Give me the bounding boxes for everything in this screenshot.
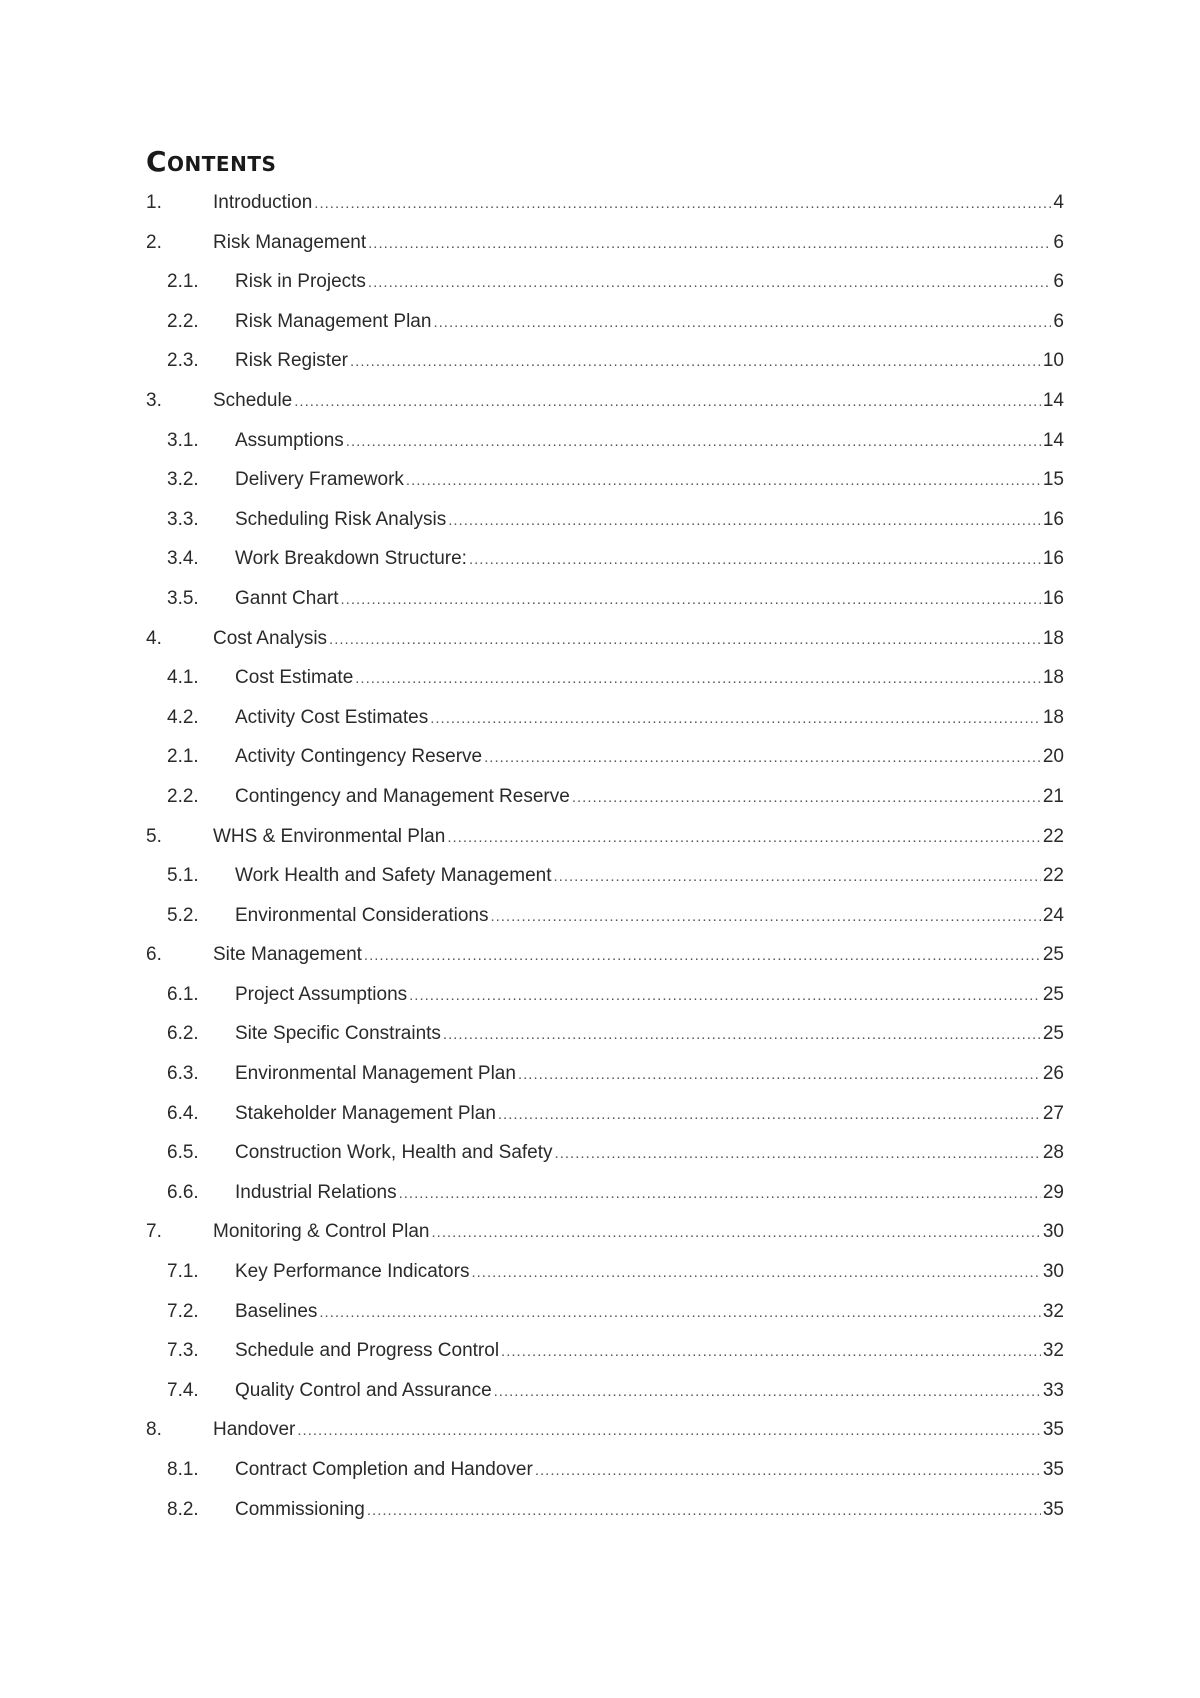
- toc-entry-page-number[interactable]: 15: [1042, 469, 1064, 491]
- toc-entry-title[interactable]: Project Assumptions: [235, 983, 408, 1005]
- toc-entry-title[interactable]: Activity Cost Estimates: [235, 706, 429, 728]
- toc-entry-title[interactable]: Assumptions: [235, 429, 344, 451]
- toc-entry-page-number[interactable]: 28: [1042, 1142, 1064, 1164]
- toc-entry[interactable]: [146, 624, 1064, 664]
- toc-entry-title[interactable]: Work Breakdown Structure:: [235, 548, 467, 570]
- toc-dot-leader: [406, 466, 1041, 496]
- toc-entry-number: 3.4.: [167, 548, 199, 570]
- toc-dot-leader: [433, 308, 1051, 338]
- toc-entry[interactable]: [146, 1178, 1064, 1218]
- toc-entry[interactable]: [146, 1099, 1064, 1139]
- toc-entry-page-number[interactable]: 18: [1042, 667, 1064, 689]
- toc-entry-page-number[interactable]: 29: [1042, 1181, 1064, 1203]
- toc-dot-leader: [355, 664, 1041, 694]
- toc-entry-number: 7.: [146, 1221, 162, 1243]
- toc-heading: Contents: [146, 145, 277, 178]
- toc-entry-line: [235, 267, 1064, 298]
- toc-entry-line: [235, 505, 1064, 536]
- toc-dot-leader: [471, 1258, 1040, 1288]
- toc-entry-line: [213, 1217, 1064, 1248]
- toc-entry-title[interactable]: Risk Management: [213, 231, 367, 253]
- toc-entry-title[interactable]: WHS & Environmental Plan: [213, 825, 446, 847]
- toc-entry-number: 8.1.: [167, 1459, 199, 1480]
- toc-entry-title[interactable]: Site Specific Constraints: [235, 1023, 441, 1045]
- toc-entry-title[interactable]: Work Health and Safety Management: [235, 865, 552, 887]
- toc-dot-leader: [346, 427, 1041, 457]
- toc-entry[interactable]: [146, 426, 1064, 466]
- toc-dot-leader: [555, 1139, 1041, 1169]
- toc-entry-number: 8.2.: [167, 1498, 199, 1520]
- toc-entry-page-number[interactable]: 22: [1042, 865, 1064, 887]
- toc-entry-page-number[interactable]: 20: [1042, 746, 1064, 768]
- toc-entry-number: 3.3.: [167, 508, 199, 530]
- toc-entry-title[interactable]: Risk Register: [235, 350, 348, 372]
- toc-entry-title[interactable]: Risk Management Plan: [235, 310, 432, 332]
- toc-entry-line: [235, 1297, 1064, 1328]
- toc-entry-page-number[interactable]: 32: [1042, 1300, 1064, 1322]
- toc-dot-leader: [430, 704, 1041, 734]
- toc-entry[interactable]: [146, 465, 1064, 505]
- toc-dot-leader: [484, 743, 1041, 773]
- toc-entry-title[interactable]: Baselines: [235, 1300, 318, 1322]
- toc-entry-line: [235, 346, 1064, 377]
- toc-entry-title[interactable]: Delivery Framework: [235, 469, 404, 491]
- toc-entry[interactable]: [146, 544, 1064, 584]
- toc-entry-number: 6.5.: [167, 1142, 199, 1164]
- toc-entry-number: 6.1.: [167, 983, 199, 1005]
- toc-entry-page-number[interactable]: 35: [1042, 1498, 1064, 1520]
- toc-entry-number: 5.1.: [167, 865, 199, 887]
- toc-dot-leader: [498, 1100, 1041, 1130]
- toc-dot-leader: [572, 783, 1041, 813]
- toc-entry[interactable]: [146, 663, 1064, 703]
- toc-entry-number: 5.2.: [167, 904, 199, 926]
- toc-entry[interactable]: [146, 940, 1064, 980]
- toc-entry-number: 6.3.: [167, 1063, 199, 1085]
- toc-entry-number: 7.2.: [167, 1300, 199, 1322]
- toc-entry-title[interactable]: Industrial Relations: [235, 1181, 397, 1203]
- toc-entry[interactable]: [146, 188, 1064, 228]
- toc-entry-page-number[interactable]: 27: [1042, 1102, 1064, 1124]
- toc-entry-number: 3.5.: [167, 587, 199, 609]
- toc-entry-title[interactable]: Environmental Considerations: [235, 904, 489, 926]
- toc-entry-number: 2.3.: [167, 350, 199, 372]
- toc-entry-title[interactable]: Cost Estimate: [235, 667, 354, 689]
- toc-entry-line: [235, 663, 1064, 694]
- toc-dot-leader: [554, 862, 1041, 892]
- toc-entry-line: [235, 782, 1064, 813]
- toc-entry[interactable]: [146, 386, 1064, 426]
- toc-entry[interactable]: [146, 267, 1064, 307]
- toc-entry[interactable]: [146, 1257, 1064, 1297]
- toc-entry-line: [235, 861, 1064, 892]
- toc-dot-leader: [494, 1377, 1041, 1407]
- toc-entry-page-number[interactable]: 25: [1042, 1023, 1064, 1045]
- toc-entry-line: [235, 742, 1064, 773]
- toc-entry-title[interactable]: Environmental Management Plan: [235, 1063, 516, 1085]
- toc-entry-line: [213, 822, 1064, 853]
- toc-entry-number: 3.2.: [167, 469, 199, 491]
- toc-entry[interactable]: [146, 901, 1064, 941]
- toc-entry-number: 6.6.: [167, 1181, 199, 1203]
- toc-entry-title[interactable]: Contingency and Management Reserve: [235, 785, 570, 807]
- toc-entry-number: 7.1.: [167, 1261, 199, 1283]
- toc-entry-title[interactable]: Site Management: [213, 944, 362, 966]
- toc-dot-leader: [448, 506, 1041, 536]
- toc-entry-page-number[interactable]: 6: [1053, 231, 1064, 253]
- toc-entry-page-number[interactable]: 18: [1042, 627, 1064, 649]
- toc-entry-title[interactable]: Stakeholder Management Plan: [235, 1102, 496, 1124]
- toc-dot-leader: [368, 229, 1051, 259]
- toc-entry-page-number[interactable]: 6: [1053, 310, 1064, 332]
- toc-dot-leader: [409, 981, 1041, 1011]
- toc-entry[interactable]: [146, 346, 1064, 386]
- toc-entry-number: 3.: [146, 389, 162, 411]
- toc-entry-title[interactable]: Cost Analysis: [213, 627, 328, 649]
- toc-entry-page-number[interactable]: 25: [1042, 983, 1064, 1005]
- toc-entry-title[interactable]: Introduction: [213, 192, 313, 213]
- toc-dot-leader: [314, 189, 1051, 219]
- toc-entry-page-number[interactable]: 21: [1042, 785, 1064, 807]
- toc-entry[interactable]: [146, 703, 1064, 743]
- toc-entry-line: [235, 1178, 1064, 1209]
- toc-entry-number: 7.3.: [167, 1340, 199, 1362]
- toc-dot-leader: [297, 1416, 1040, 1446]
- toc-entry-page-number[interactable]: 26: [1042, 1063, 1064, 1085]
- toc-entry-number: 3.1.: [167, 429, 199, 451]
- toc-entry-number: 1.: [146, 192, 162, 213]
- toc-entry[interactable]: [146, 782, 1064, 822]
- toc-entry[interactable]: [146, 1495, 1064, 1535]
- toc-dot-leader: [367, 1496, 1041, 1526]
- toc-entry-line: [235, 465, 1064, 496]
- toc-entry-number: 6.4.: [167, 1102, 199, 1124]
- toc-entry-line: [235, 1495, 1064, 1526]
- toc-entry-page-number[interactable]: 32: [1042, 1340, 1064, 1362]
- toc-entry-line: [235, 1059, 1064, 1090]
- toc-entry-line: [235, 980, 1064, 1011]
- toc-entry-title[interactable]: Gannt Chart: [235, 587, 339, 609]
- toc-entry-number: 2.2.: [167, 785, 199, 807]
- toc-entry-title[interactable]: Schedule and Progress Control: [235, 1340, 500, 1362]
- toc-entry-line: [213, 1415, 1064, 1446]
- toc-entry-page-number[interactable]: 35: [1042, 1459, 1064, 1480]
- toc-entry-page-number[interactable]: 4: [1053, 192, 1064, 213]
- toc-dot-leader: [443, 1020, 1041, 1050]
- toc-entry-title[interactable]: Activity Contingency Reserve: [235, 746, 483, 768]
- toc-dot-leader: [341, 585, 1041, 615]
- toc-entry-number: 5.: [146, 825, 162, 847]
- toc-entry[interactable]: [146, 1455, 1064, 1495]
- toc-entry-line: [235, 544, 1064, 575]
- toc-dot-leader: [329, 625, 1041, 655]
- toc-dot-leader: [364, 941, 1041, 971]
- toc-entry-page-number[interactable]: 10: [1042, 350, 1064, 372]
- toc-entry-page-number[interactable]: 24: [1042, 904, 1064, 926]
- toc-entry-line: [235, 1138, 1064, 1169]
- toc-entry[interactable]: [146, 822, 1064, 862]
- toc-entry-page-number[interactable]: 33: [1042, 1379, 1064, 1401]
- toc-entry-number: 6.2.: [167, 1023, 199, 1045]
- toc-entry[interactable]: [146, 1217, 1064, 1257]
- toc-entry[interactable]: [146, 1059, 1064, 1099]
- toc-entry-title[interactable]: Monitoring & Control Plan: [213, 1221, 430, 1243]
- toc-entry-line: [235, 426, 1064, 457]
- toc-entry-title[interactable]: Scheduling Risk Analysis: [235, 508, 447, 530]
- toc-entry-page-number[interactable]: 30: [1042, 1221, 1064, 1243]
- toc-entry-number: 2.: [146, 231, 162, 253]
- toc-entry-number: 7.4.: [167, 1379, 199, 1401]
- toc-dot-leader: [294, 387, 1041, 417]
- toc-entry[interactable]: [146, 1376, 1064, 1416]
- toc-entry-title[interactable]: Quality Control and Assurance: [235, 1379, 492, 1401]
- toc-entry-number: 4.: [146, 627, 162, 649]
- toc-entry-line: [235, 1376, 1064, 1407]
- toc-entry-page-number[interactable]: 16: [1042, 587, 1064, 609]
- toc-entry-page-number[interactable]: 30: [1042, 1261, 1064, 1283]
- toc-dot-leader: [518, 1060, 1041, 1090]
- toc-entry[interactable]: [146, 1019, 1064, 1059]
- toc-entry[interactable]: [146, 505, 1064, 545]
- toc-dot-leader: [350, 347, 1041, 377]
- toc-entry-title[interactable]: Construction Work, Health and Safety: [235, 1142, 553, 1164]
- toc-entry-title[interactable]: Commissioning: [235, 1498, 365, 1520]
- toc-entry-page-number[interactable]: 25: [1042, 944, 1064, 966]
- toc-dot-leader: [490, 902, 1040, 932]
- toc-dot-leader: [399, 1179, 1041, 1209]
- toc-dot-leader: [535, 1456, 1041, 1486]
- toc-entry-line: [235, 584, 1064, 615]
- toc-entry-page-number[interactable]: 14: [1042, 429, 1064, 451]
- toc-entry[interactable]: [146, 742, 1064, 782]
- toc-entry-title[interactable]: Key Performance Indicators: [235, 1261, 470, 1283]
- toc-entry-number: 4.1.: [167, 667, 199, 689]
- toc-entry-page-number[interactable]: 35: [1042, 1419, 1064, 1441]
- toc-entry-line: [235, 307, 1064, 338]
- toc-entry[interactable]: [146, 1415, 1064, 1455]
- toc-entry[interactable]: [146, 228, 1064, 268]
- toc-entry-title[interactable]: Handover: [213, 1419, 296, 1441]
- toc-entry-number: 2.1.: [167, 271, 199, 293]
- toc-entry-number: 2.1.: [167, 746, 199, 768]
- toc-entry-line: [235, 703, 1064, 734]
- toc-entry-page-number[interactable]: 16: [1042, 508, 1064, 530]
- toc-entry-line: [235, 1099, 1064, 1130]
- toc-entry-title[interactable]: Schedule: [213, 389, 293, 411]
- toc-entry[interactable]: [146, 584, 1064, 624]
- toc-entry-page-number[interactable]: 18: [1042, 706, 1064, 728]
- toc-entry-title[interactable]: Risk in Projects: [235, 271, 366, 293]
- toc-entry-line: [235, 1019, 1064, 1050]
- toc-dot-leader: [501, 1337, 1041, 1367]
- toc-entry-line: [235, 1455, 1064, 1486]
- toc-entry-line: [235, 901, 1064, 932]
- toc-dot-leader: [432, 1218, 1041, 1248]
- toc-entry-line: [213, 624, 1064, 655]
- table-of-contents: [146, 188, 1064, 1534]
- toc-entry[interactable]: [146, 1138, 1064, 1178]
- toc-entry-line: [235, 1336, 1064, 1367]
- toc-entry-page-number[interactable]: 16: [1042, 548, 1064, 570]
- toc-entry-page-number[interactable]: 22: [1042, 825, 1064, 847]
- toc-dot-leader: [368, 268, 1052, 298]
- toc-dot-leader: [319, 1298, 1040, 1328]
- toc-dot-leader: [447, 823, 1041, 853]
- toc-entry-page-number[interactable]: 14: [1042, 389, 1064, 411]
- toc-entry[interactable]: [146, 1297, 1064, 1337]
- toc-entry-number: 6.: [146, 944, 162, 966]
- toc-entry-line: [213, 228, 1064, 259]
- toc-entry[interactable]: [146, 307, 1064, 347]
- toc-entry-number: 2.2.: [167, 310, 199, 332]
- toc-entry-line: [213, 940, 1064, 971]
- toc-entry-title[interactable]: Contract Completion and Handover: [235, 1459, 533, 1480]
- toc-entry-number: 4.2.: [167, 706, 199, 728]
- toc-entry-line: [213, 188, 1064, 219]
- toc-entry-line: [235, 1257, 1064, 1288]
- toc-dot-leader: [469, 545, 1041, 575]
- toc-entry-line: [213, 386, 1064, 417]
- toc-entry[interactable]: [146, 980, 1064, 1020]
- toc-entry-number: 8.: [146, 1419, 162, 1441]
- toc-entry-page-number[interactable]: 6: [1053, 271, 1064, 293]
- toc-entry[interactable]: [146, 1336, 1064, 1376]
- toc-entry[interactable]: [146, 861, 1064, 901]
